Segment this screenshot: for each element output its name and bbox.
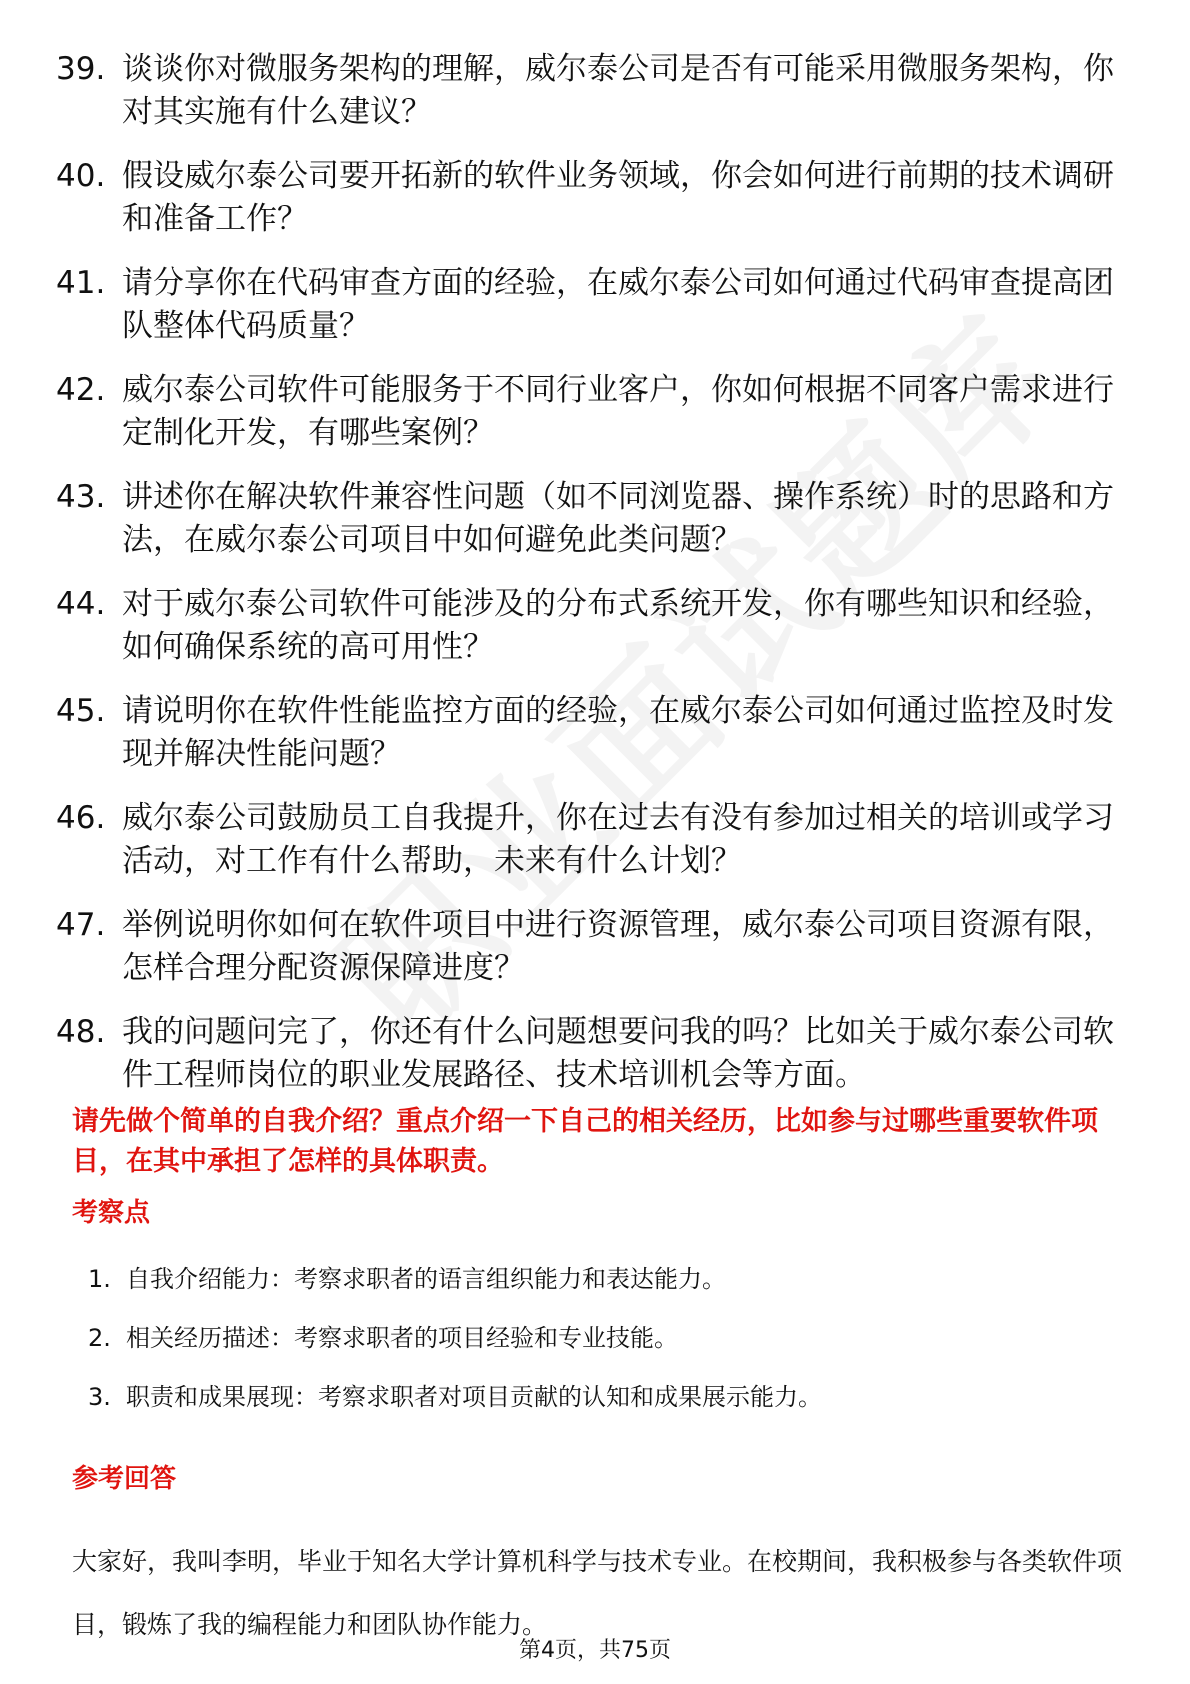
question-number: 40. (56, 158, 106, 194)
highlight-question: 请先做个简单的自我介绍？重点介绍一下自己的相关经历，比如参与过哪些重要软件项目，在其中承担了怎样的具体职责。 (72, 1106, 1098, 1177)
question-number: 46. (56, 800, 106, 836)
point-text: 相关经历描述：考察求职者的项目经验和专业技能。 (126, 1324, 678, 1352)
assessment-point (88, 1262, 1108, 1296)
point-number: 2. (88, 1324, 111, 1352)
question-text: 请说明你在软件性能监控方面的经验，在威尔泰公司如何通过监控及时发现并解决性能问题？ (122, 693, 1114, 772)
question-number: 44. (56, 586, 106, 622)
question-number: 48. (56, 1014, 106, 1050)
assessment-title: 考察点 (72, 1198, 151, 1228)
point-number: 3. (88, 1383, 111, 1411)
question-item (56, 797, 1126, 883)
question-text: 举例说明你如何在软件项目中进行资源管理，威尔泰公司项目资源有限，怎样合理分配资源保障进度？ (122, 907, 1114, 986)
question-item (56, 690, 1126, 776)
question-number: 47. (56, 907, 106, 943)
page-footer: 第4页，共75页 (519, 1638, 671, 1663)
question-text: 假设威尔泰公司要开拓新的软件业务领域，你会如何进行前期的技术调研和准备工作？ (122, 158, 1114, 237)
question-item (56, 583, 1126, 669)
assessment-points (88, 1262, 1108, 1439)
question-number: 41. (56, 265, 106, 301)
question-text: 威尔泰公司软件可能服务于不同行业客户，你如何根据不同客户需求进行定制化开发，有哪些案例？ (122, 372, 1114, 451)
question-text: 我的问题问完了，你还有什么问题想要问我的吗？比如关于威尔泰公司软件工程师岗位的职业发展路径、技术培训机会等方面。 (122, 1014, 1114, 1093)
question-number: 42. (56, 372, 106, 408)
point-text: 自我介绍能力：考察求职者的语言组织能力和表达能力。 (126, 1265, 726, 1293)
assessment-point (88, 1321, 1108, 1355)
question-text: 请分享你在代码审查方面的经验，在威尔泰公司如何通过代码审查提高团队整体代码质量？ (122, 265, 1114, 344)
question-list (56, 48, 1126, 1118)
point-number: 1. (88, 1265, 111, 1293)
question-item (56, 262, 1126, 348)
question-number: 45. (56, 693, 106, 729)
reference-answer: 大家好，我叫李明，毕业于知名大学计算机科学与技术专业。在校期间，我积极参与各类软件项目，锻炼了我的编程能力和团队协作能力。 (72, 1547, 1123, 1639)
question-item (56, 48, 1126, 134)
question-text: 威尔泰公司鼓励员工自我提升，你在过去有没有参加过相关的培训或学习活动，对工作有什么帮助，未来有什么计划？ (122, 800, 1114, 879)
assessment-point (88, 1380, 1108, 1414)
question-text: 对于威尔泰公司软件可能涉及的分布式系统开发，你有哪些知识和经验，如何确保系统的高可用性？ (122, 586, 1114, 665)
reference-title: 参考回答 (72, 1464, 177, 1494)
point-text: 职责和成果展现：考察求职者对项目贡献的认知和成果展示能力。 (126, 1383, 822, 1411)
question-number: 43. (56, 479, 106, 515)
question-item (56, 904, 1126, 990)
question-number: 39. (56, 51, 106, 87)
question-item (56, 476, 1126, 562)
question-text: 谈谈你对微服务架构的理解，威尔泰公司是否有可能采用微服务架构，你对其实施有什么建议？ (122, 51, 1114, 130)
question-item (56, 155, 1126, 241)
question-text: 讲述你在解决软件兼容性问题（如不同浏览器、操作系统）时的思路和方法，在威尔泰公司项目中如何避免此类问题？ (122, 479, 1114, 558)
question-item (56, 1011, 1126, 1097)
question-item (56, 369, 1126, 455)
